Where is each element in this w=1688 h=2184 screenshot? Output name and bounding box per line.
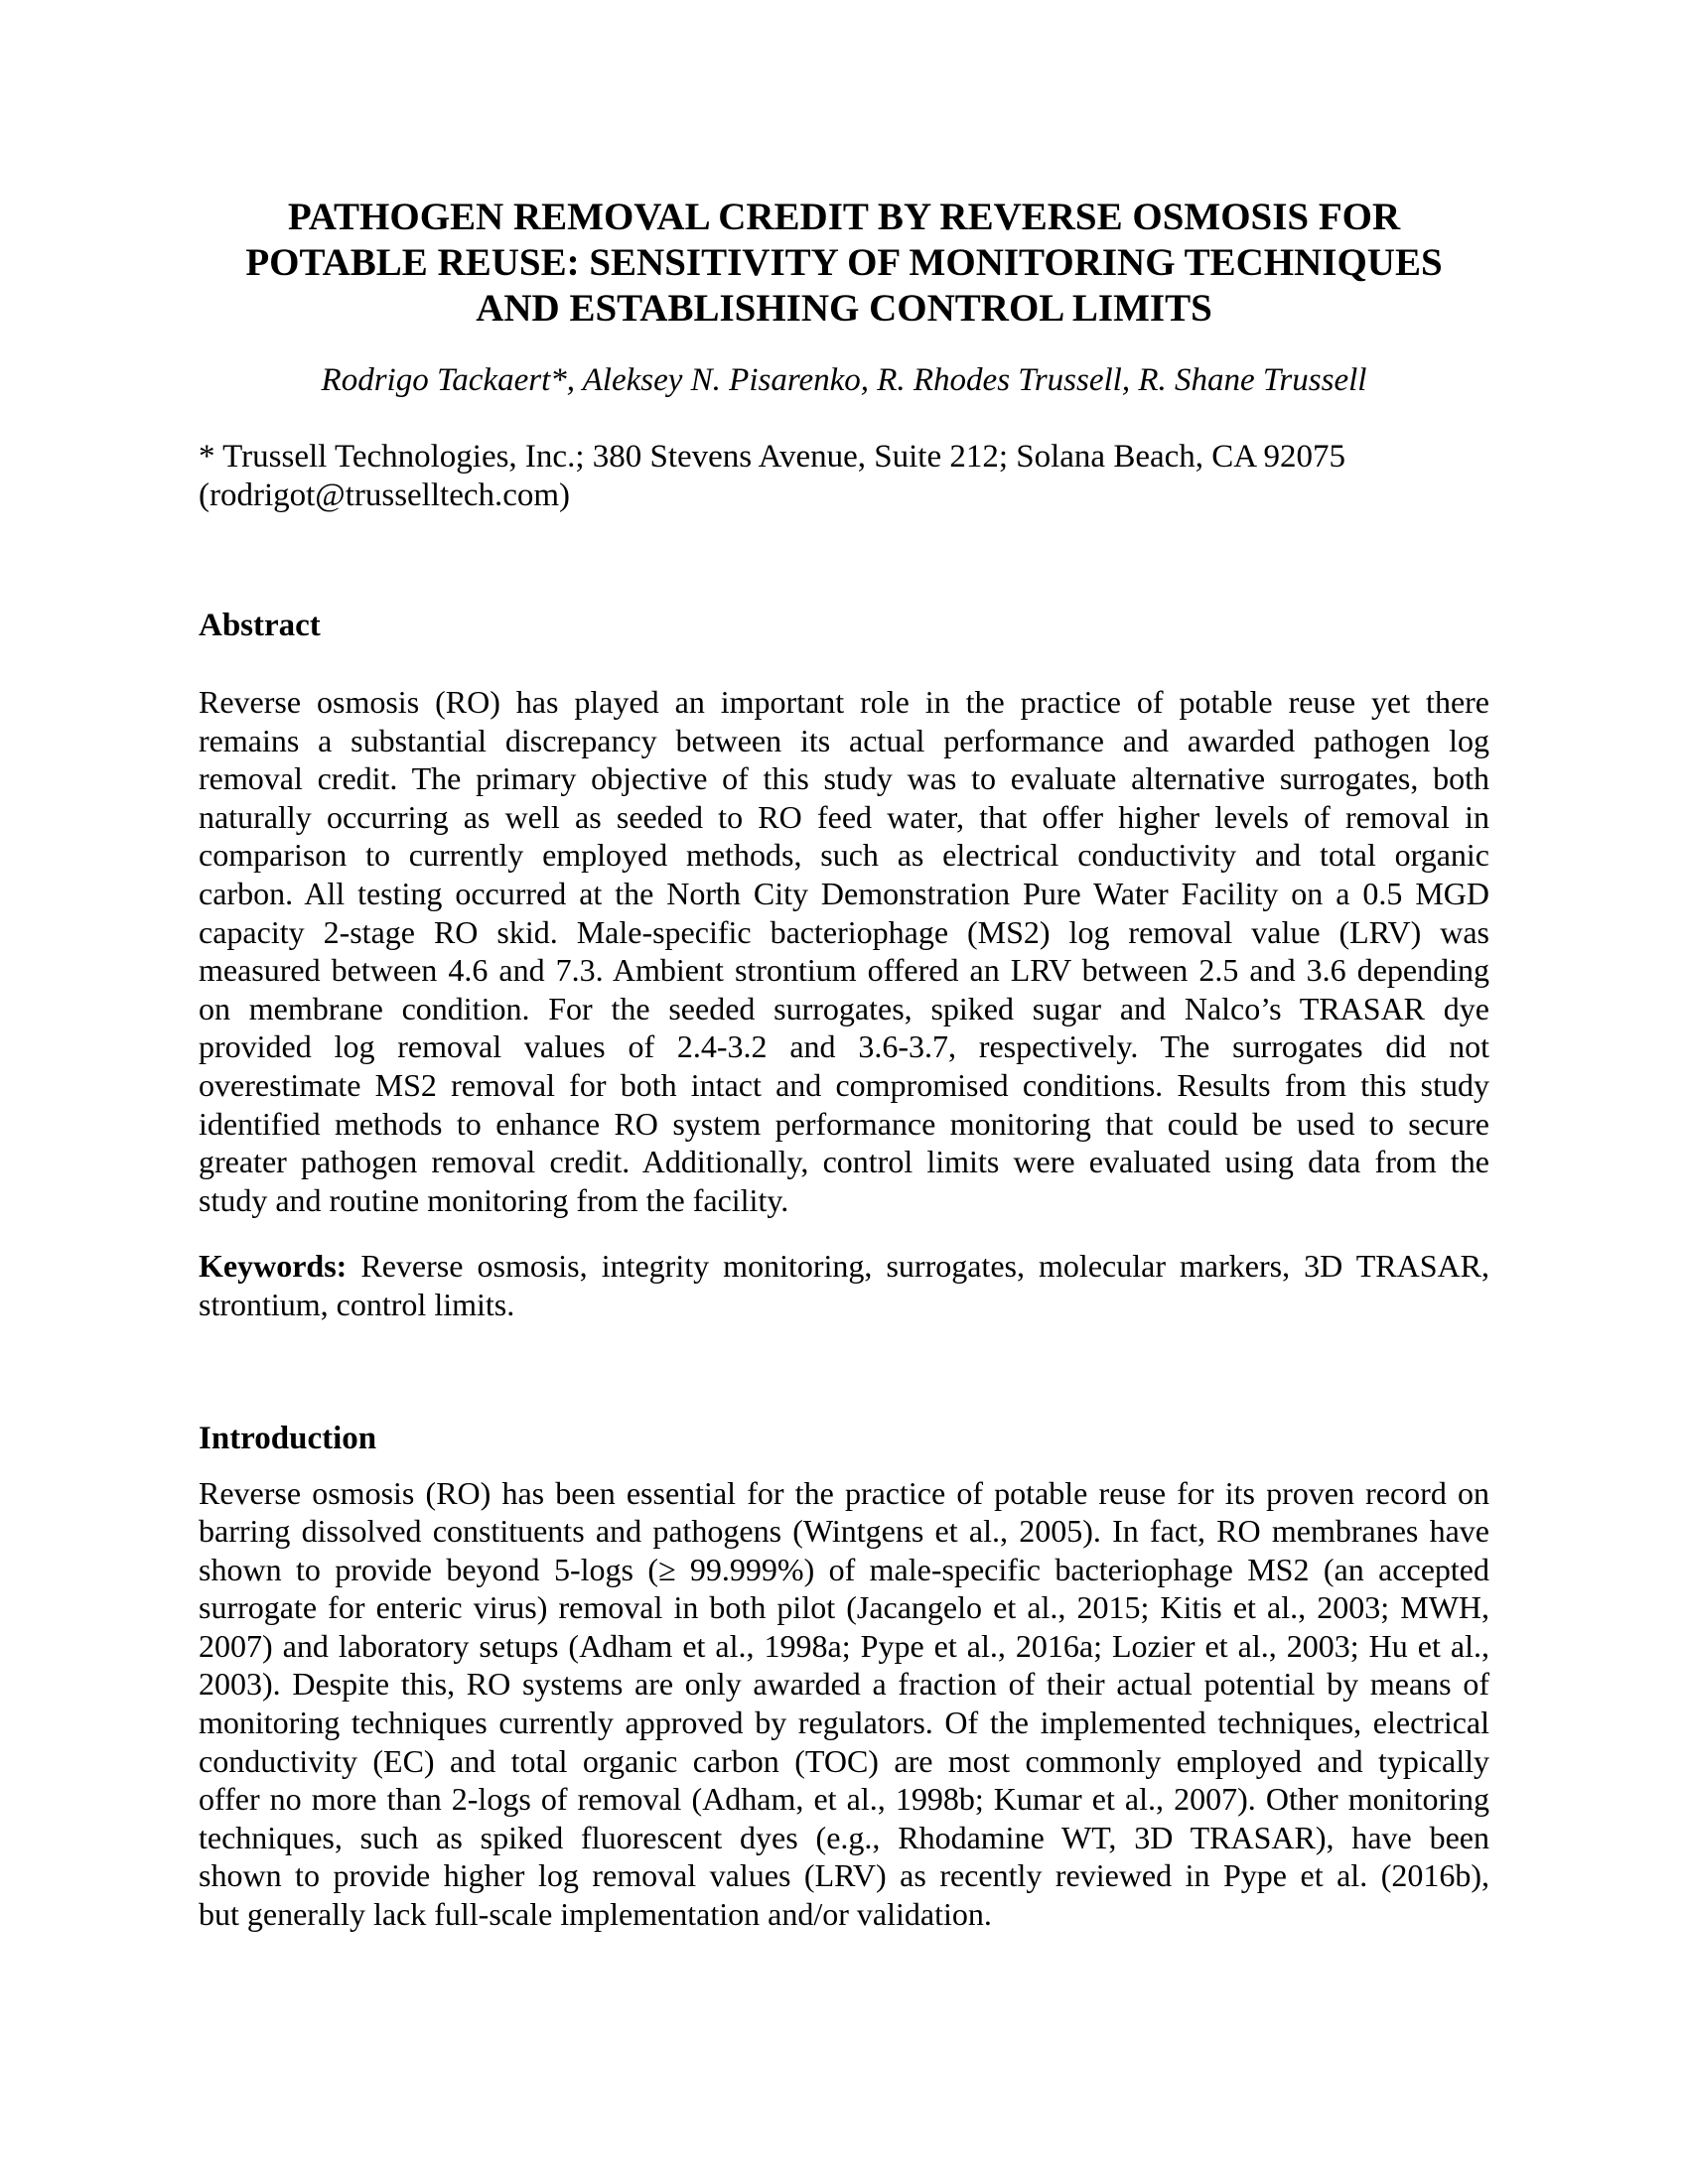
keywords-text: Reverse osmosis, integrity monitoring, surrogates, molecular markers, 3D TRASAR, xyxy=(347,1248,1489,1285)
abstract-paragraph-line: naturally occurring as well as seeded to RO feed water, that offer higher levels of removal in xyxy=(199,798,1489,835)
keywords-label: Keywords: xyxy=(199,1248,348,1285)
abstract-paragraph-line: identified methods to enhance RO system performance monitoring that could be used to secure xyxy=(199,1105,1489,1142)
abstract-paragraph-line: Reverse osmosis (RO) has played an important role in the practice of potable reuse yet there xyxy=(199,684,1489,720)
introduction-paragraph-line: conductivity (EC) and total organic carbon (TOC) are most commonly employed and typically xyxy=(199,1742,1489,1779)
abstract-paragraph-line: capacity 2-stage RO skid. Male-specific bacteriophage (MS2) log removal value (LRV) was xyxy=(199,913,1489,950)
abstract-paragraph-line: carbon. All testing occurred at the North City Demonstration Pure Water Facility on a 0.5 MGD xyxy=(199,875,1489,911)
keywords-line: strontium, control limits. xyxy=(199,1286,515,1322)
paper-title-line: AND ESTABLISHING CONTROL LIMITS xyxy=(476,287,1212,330)
introduction-paragraph-line: surrogate for enteric virus) removal in both pilot (Jacangelo et al., 2015; Kitis et al., 2003; MWH, xyxy=(199,1589,1489,1626)
abstract-paragraph-line: on membrane condition. For the seeded surrogates, spiked sugar and Nalco’s TRASAR dye xyxy=(199,990,1489,1026)
introduction-heading: Introduction xyxy=(199,1420,377,1456)
abstract-paragraph-line: comparison to currently employed methods, such as electrical conductivity and total organic xyxy=(199,837,1489,874)
introduction-paragraph-line: monitoring techniques currently approved by regulators. Of the implemented techniques, electrical xyxy=(199,1705,1489,1741)
paper-title xyxy=(199,195,1489,332)
paper-title-line: PATHOGEN REMOVAL CREDIT BY REVERSE OSMOSIS FOR xyxy=(287,196,1401,238)
introduction-paragraph-line: offer no more than 2-logs of removal (Adham, et al., 1998b; Kumar et al., 2007). Other monitoring xyxy=(199,1781,1489,1818)
affiliation-line: * Trussell Technologies, Inc.; 380 Stevens Avenue, Suite 212; Solana Beach, CA 92075 xyxy=(199,439,1346,475)
introduction-paragraph-line: 2007) and laboratory setups (Adham et al., 1998a; Pype et al., 2016a; Lozier et al., 2003; Hu et al., xyxy=(199,1627,1489,1664)
keywords-paragraph xyxy=(199,1247,1489,1323)
abstract-paragraph xyxy=(199,683,1489,1219)
authors-line: Rodrigo Tackaert*, Aleksey N. Pisarenko, R. Rhodes Trussell, R. Shane Trussell xyxy=(321,362,1367,398)
introduction-paragraph-line: techniques, such as spiked fluorescent dyes (e.g., Rhodamine WT, 3D TRASAR), have been xyxy=(199,1819,1489,1855)
abstract-paragraph-line: greater pathogen removal credit. Additionally, control limits were evaluated using data from the xyxy=(199,1144,1489,1180)
introduction-paragraph-line: 2003). Despite this, RO systems are only awarded a fraction of their actual potential by means of xyxy=(199,1666,1489,1703)
introduction-paragraph-line: shown to provide beyond 5-logs (≥ 99.999%) of male-specific bacteriophage MS2 (an accepted xyxy=(199,1551,1489,1587)
introduction-paragraph-line: barring dissolved constituents and pathogens (Wintgens et al., 2005). In fact, RO membranes have xyxy=(199,1513,1489,1550)
abstract-paragraph-line: remains a substantial discrepancy between its actual performance and awarded pathogen log xyxy=(199,722,1489,758)
page-content xyxy=(199,0,1489,1934)
paper-title-line: POTABLE REUSE: SENSITIVITY OF MONITORING TECHNIQUES xyxy=(245,241,1443,284)
abstract-heading: Abstract xyxy=(199,608,321,643)
introduction-paragraph-line: but generally lack full-scale implementation and/or validation. xyxy=(199,1896,992,1933)
introduction-paragraph-line: shown to provide higher log removal values (LRV) as recently reviewed in Pype et al. (2016b), xyxy=(199,1857,1489,1894)
keywords-line xyxy=(199,1247,1489,1286)
affiliation xyxy=(199,438,1489,515)
abstract-paragraph-line: provided log removal values of 2.4-3.2 and 3.6-3.7, respectively. The surrogates did not xyxy=(199,1028,1489,1065)
abstract-paragraph-line: removal credit. The primary objective of this study was to evaluate alternative surrogates, both xyxy=(199,760,1489,797)
affiliation-line: (rodrigot@trusselltech.com) xyxy=(199,478,571,513)
abstract-paragraph-line: overestimate MS2 removal for both intact and compromised conditions. Results from this study xyxy=(199,1066,1489,1103)
abstract-paragraph-line: study and routine monitoring from the facility. xyxy=(199,1181,789,1218)
introduction-paragraph xyxy=(199,1474,1489,1934)
introduction-paragraph-line: Reverse osmosis (RO) has been essential for the practice of potable reuse for its proven record on xyxy=(199,1474,1489,1511)
abstract-paragraph-line: measured between 4.6 and 7.3. Ambient strontium offered an LRV between 2.5 and 3.6 depending xyxy=(199,952,1489,989)
